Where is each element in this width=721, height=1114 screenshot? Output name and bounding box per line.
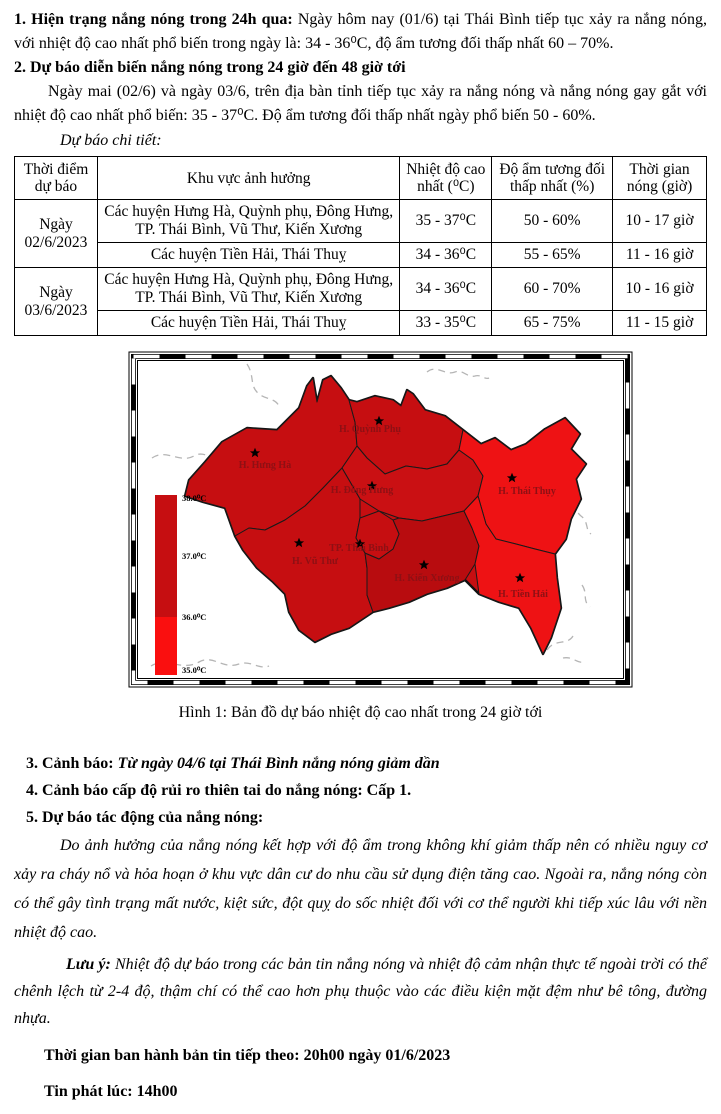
district-label: H. Hưng Hà — [238, 460, 292, 471]
district-label: H. Quỳnh Phụ — [339, 424, 401, 435]
header-cell-temp: Nhiệt độ cao nhất (⁰C) — [400, 157, 492, 200]
section-3-heading: 3. Cảnh báo: — [26, 755, 114, 772]
temp-cell: 35 - 37⁰C — [400, 200, 492, 243]
hours-cell: 11 - 16 giờ — [613, 243, 707, 268]
table-row — [15, 200, 707, 243]
table-row — [15, 243, 707, 268]
legend-label: 35.0⁰C — [182, 665, 207, 675]
date-cell: Ngày 03/6/2023 — [15, 268, 98, 336]
forecast-table — [14, 156, 707, 336]
legend-label: 38.0⁰C — [182, 493, 207, 503]
map-caption: Hình 1: Bản đồ dự báo nhiệt độ cao nhất trong 24 giờ tới — [178, 704, 543, 721]
section-1-body: Ngày hôm nay (01/6) tại Thái Bình tiếp tục xảy ra nắng nóng, với nhiệt độ cao nhất phổ biến trong ngày là: 34 - 36⁰C, độ ẩm tương đối thấp nhất 60 – 70%. — [14, 11, 707, 52]
district-label: TP. Thái Bình — [329, 543, 389, 554]
header-cell-area: Khu vực ảnh hưởng — [97, 157, 399, 200]
temp-cell: 33 - 35⁰C — [400, 311, 492, 336]
note-paragraph — [14, 951, 707, 1032]
section-3-body: Từ ngày 04/6 tại Thái Bình nắng nóng giảm dần — [117, 755, 440, 772]
table-row — [15, 268, 707, 311]
district-label: H. Đông Hưng — [330, 485, 394, 496]
area-cell: Các huyện Tiền Hải, Thái Thuỵ — [97, 311, 399, 336]
temp-cell: 34 - 36⁰C — [400, 268, 492, 311]
table-header-row — [15, 157, 707, 200]
temperature-map — [127, 350, 634, 689]
temperature-map-figure — [127, 350, 634, 694]
district-label: H. Thái Thụy — [498, 486, 556, 497]
district-label: H. Tiền Hải — [498, 589, 548, 600]
hours-cell: 10 - 16 giờ — [613, 268, 707, 311]
table-row — [15, 311, 707, 336]
section-1-paragraph — [14, 8, 707, 56]
note-body: Nhiệt độ dự báo trong các bản tin nắng nóng và nhiệt độ cảm nhận thực tế ngoài trời có thể chênh lệch từ 2-4 độ, thậm chí có thể cao hơn phụ thuộc vào các điều kiện mặt đệm như bê tông, đường nhựa. — [14, 956, 707, 1027]
district-label: H. Vũ Thư — [292, 556, 338, 567]
header-cell-hours: Thời gian nóng (giờ) — [613, 157, 707, 200]
legend-bar-upper — [155, 495, 177, 617]
date-cell: Ngày 02/6/2023 — [15, 200, 98, 268]
hours-cell: 11 - 15 giờ — [613, 311, 707, 336]
header-cell-time: Thời điểm dự báo — [15, 157, 98, 200]
area-cell: Các huyện Tiền Hải, Thái Thuỵ — [97, 243, 399, 268]
humidity-cell: 50 - 60% — [492, 200, 613, 243]
section-2-body: Ngày mai (02/6) và ngày 03/6, trên địa bàn tỉnh tiếp tục xảy ra nắng nóng và nắng nóng gay gắt với nhiệt độ cao nhất phổ biến: 35 - 37⁰C. Độ ẩm tương đối thấp nhất ngày phổ biến 50 - 60%. — [14, 83, 707, 124]
section-3 — [26, 750, 707, 777]
section-5-heading: 5. Dự báo tác động của nắng nóng: — [26, 809, 264, 826]
section-1-heading: 1. Hiện trạng nắng nóng trong 24h qua: — [14, 11, 293, 28]
note-label: Lưu ý: — [66, 956, 111, 973]
legend-label: 36.0⁰C — [182, 612, 207, 622]
header-cell-humidity: Độ ẩm tương đối thấp nhất (%) — [492, 157, 613, 200]
issued-time: Tin phát lúc: 14h00 — [44, 1083, 178, 1100]
hours-cell: 10 - 17 giờ — [613, 200, 707, 243]
humidity-cell: 65 - 75% — [492, 311, 613, 336]
section-2-heading: 2. Dự báo diễn biến nắng nóng trong 24 giờ đến 48 giờ tới — [14, 59, 406, 76]
next-bulletin-time: Thời gian ban hành bản tin tiếp theo: 20h00 ngày 01/6/2023 — [44, 1047, 451, 1064]
humidity-cell: 60 - 70% — [492, 268, 613, 311]
district-label: H. Kiến Xương — [394, 573, 460, 584]
legend-bar-lower — [155, 617, 177, 675]
area-cell: Các huyện Hưng Hà, Quỳnh phụ, Đông Hưng, TP. Thái Bình, Vũ Thư, Kiến Xương — [97, 268, 399, 311]
area-cell: Các huyện Hưng Hà, Quỳnh phụ, Đông Hưng, TP. Thái Bình, Vũ Thư, Kiến Xương — [97, 200, 399, 243]
temp-cell: 34 - 36⁰C — [400, 243, 492, 268]
legend-label: 37.0⁰C — [182, 551, 207, 561]
humidity-cell: 55 - 65% — [492, 243, 613, 268]
forecast-detail-label: Dự báo chi tiết: — [60, 132, 162, 149]
section-5-body: Do ảnh hưởng của nắng nóng kết hợp với độ ẩm trong không khí giảm thấp nên có nhiều nguy cơ xảy ra cháy nổ và hỏa hoạn ở khu vực dân cư do nhu cầu sử dụng điện tăng cao. Ngoài ra, nắng nóng còn có thể gây tình trạng mất nước, kiệt sức, đột quỵ do sốc nhiệt đối với cơ thể người khi tiếp xúc lâu với nền nhiệt độ cao. — [14, 837, 707, 941]
section-4-heading: 4. Cảnh báo cấp độ rủi ro thiên tai do nắng nóng: Cấp 1. — [26, 782, 412, 799]
